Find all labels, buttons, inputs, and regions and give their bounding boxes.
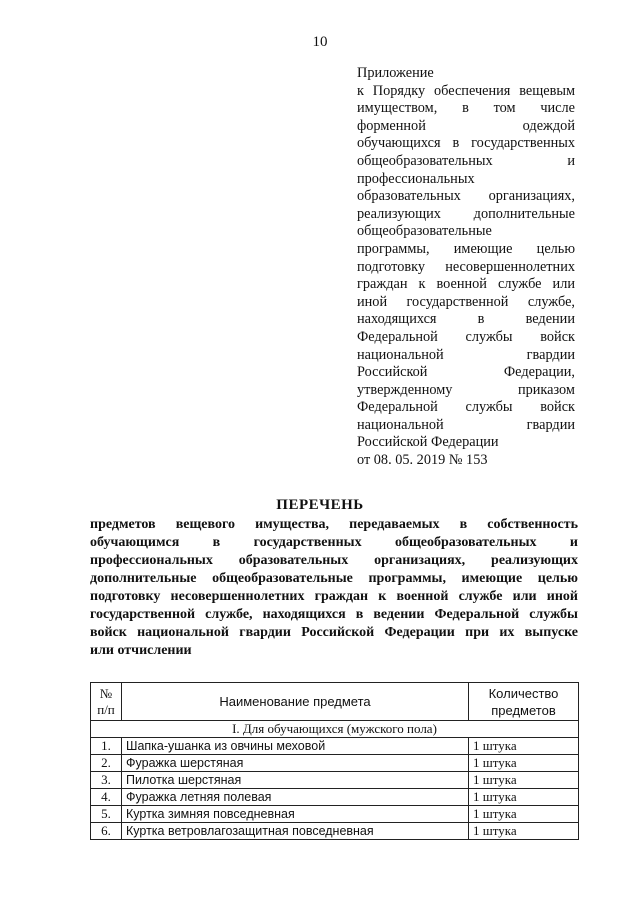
row-num: 2. <box>91 755 122 772</box>
appendix-line: Российской Федерации <box>357 434 499 451</box>
subtitle-line: подготовку несовершеннолетних граждан к военной службе или иной <box>90 589 578 604</box>
appendix-line: иной государственной службе, <box>357 293 575 310</box>
row-qty: 1 штука <box>469 755 579 772</box>
subtitle-line: обучающимся в государственных общеобразовательных и <box>90 535 578 550</box>
table-row <box>91 789 579 806</box>
appendix-line: национальной гвардии <box>357 346 575 363</box>
row-qty: 1 штука <box>469 806 579 823</box>
row-name: Фуражка шерстяная <box>122 755 469 772</box>
row-name: Шапка-ушанка из овчины меховой <box>122 738 469 755</box>
appendix-line: утвержденному приказом <box>357 381 575 398</box>
appendix-line: находящихся в ведении <box>357 311 575 328</box>
appendix-line: профессиональных <box>357 170 475 187</box>
appendix-line: Федеральной службы войск <box>357 399 575 416</box>
items-table <box>90 682 579 840</box>
appendix-line: граждан к военной службе или <box>357 276 575 293</box>
appendix-line: общеобразовательных и <box>357 152 575 169</box>
appendix-line: Приложение <box>357 65 434 81</box>
row-num: 5. <box>91 806 122 823</box>
appendix-line: от 08. 05. 2019 № 153 <box>357 452 488 469</box>
appendix-line: общеобразовательные <box>357 223 492 240</box>
header-num: № п/п <box>91 683 122 721</box>
row-num: 1. <box>91 738 122 755</box>
row-name: Пилотка шерстяная <box>122 772 469 789</box>
appendix-line: Российской Федерации, <box>357 364 575 381</box>
appendix-line: форменной одеждой <box>357 117 575 134</box>
subtitle-line: государственной службе, находящихся в ведении Федеральной службы <box>90 607 578 622</box>
table-row <box>91 806 579 823</box>
subtitle-line: предметов вещевого имущества, передаваемых в собственность <box>90 517 578 532</box>
subtitle-line: дополнительные общеобразовательные программы, имеющие целью <box>90 571 578 586</box>
row-qty: 1 штука <box>469 823 579 840</box>
appendix-line: имуществом, в том числе <box>357 100 575 117</box>
appendix-line: Федеральной службы войск <box>357 328 575 345</box>
table-row <box>91 755 579 772</box>
table-row <box>91 772 579 789</box>
table-section-row <box>91 721 579 738</box>
row-name: Куртка ветровлагозащитная повседневная <box>122 823 469 840</box>
appendix-line: образовательных организациях, <box>357 188 575 205</box>
row-name: Фуражка летняя полевая <box>122 789 469 806</box>
row-qty: 1 штука <box>469 772 579 789</box>
document-subtitle <box>90 516 578 660</box>
appendix-line: обучающихся в государственных <box>357 135 575 152</box>
appendix-line: подготовку несовершеннолетних <box>357 258 575 275</box>
header-name: Наименование предмета <box>122 683 469 721</box>
subtitle-line: или отчислении <box>90 643 192 658</box>
document-heading: ПЕРЕЧЕНЬ <box>276 497 364 513</box>
table-row <box>91 823 579 840</box>
header-qty: Количество предметов <box>469 683 579 721</box>
page-number: 10 <box>312 34 328 50</box>
appendix-line: национальной гвардии <box>357 416 575 433</box>
row-num: 3. <box>91 772 122 789</box>
appendix-line: программы, имеющие целью <box>357 240 575 257</box>
subtitle-line: войск национальной гвардии Российской Федерации при их выпуске <box>90 625 578 640</box>
table-row <box>91 738 579 755</box>
row-num: 4. <box>91 789 122 806</box>
appendix-line: к Порядку обеспечения вещевым <box>357 82 575 99</box>
row-num: 6. <box>91 823 122 840</box>
row-name: Куртка зимняя повседневная <box>122 806 469 823</box>
row-qty: 1 штука <box>469 738 579 755</box>
table-header-row <box>91 683 579 721</box>
row-qty: 1 штука <box>469 789 579 806</box>
section-title: I. Для обучающихся (мужского пола) <box>91 721 579 738</box>
appendix-line: реализующих дополнительные <box>357 205 575 222</box>
subtitle-line: профессиональных образовательных организациях, реализующих <box>90 553 578 568</box>
appendix-block <box>357 65 575 470</box>
